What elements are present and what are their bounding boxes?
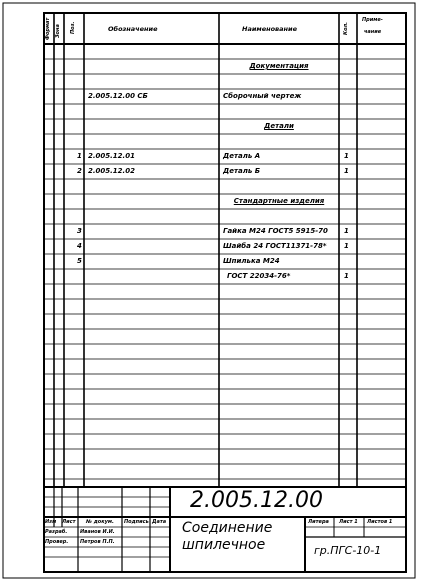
checked-label: Провер. xyxy=(45,539,69,545)
row-designation: 2.005.12.00 СБ xyxy=(88,92,148,100)
col-change: Изм xyxy=(45,519,57,525)
row-name: Шайба 24 ГОСТ11371-78* xyxy=(223,242,327,250)
row-name: Сборочный чертеж xyxy=(223,92,302,100)
title-line-2: шпилечное xyxy=(182,537,266,553)
document-number: 2.005.12.00 xyxy=(190,488,323,513)
sheet-label: Лист 1 xyxy=(339,519,358,525)
col-signature: Подпись xyxy=(124,519,149,525)
col-doc-number: № докум. xyxy=(86,519,114,525)
row-quantity: 1 xyxy=(344,242,349,250)
header-position: Поз. xyxy=(70,21,76,34)
row-name: ГОСТ 22034-76* xyxy=(227,272,291,280)
col-date: Дата xyxy=(152,519,167,525)
stage-label: Литера xyxy=(308,519,329,525)
col-sheet: Лист xyxy=(62,519,76,525)
row-position: 2 xyxy=(77,167,82,175)
row-designation: 2.005.12.02 xyxy=(88,167,135,175)
row-name: Деталь Б xyxy=(223,167,261,175)
section-heading: Документация xyxy=(249,62,309,70)
group-code: гр.ПГС-10-1 xyxy=(314,544,382,557)
row-quantity: 1 xyxy=(344,152,349,160)
title-line-1: Соединение xyxy=(182,520,273,536)
row-position: 5 xyxy=(77,257,82,265)
header-note-line2: чание xyxy=(364,29,382,35)
header-designation: Обозначение xyxy=(108,25,158,33)
row-quantity: 1 xyxy=(344,167,349,175)
section-heading: Детали xyxy=(264,122,294,130)
section-heading: Стандартные изделия xyxy=(233,197,325,205)
row-designation: 2.005.12.01 xyxy=(88,152,135,160)
developed-label: Разраб. xyxy=(45,529,68,535)
row-name: Шпилька М24 xyxy=(223,257,280,265)
row-position: 1 xyxy=(77,152,82,160)
header-zone: Зона xyxy=(55,24,61,38)
header-quantity: Кол. xyxy=(343,21,349,35)
row-quantity: 1 xyxy=(344,272,349,280)
row-quantity: 1 xyxy=(344,227,349,235)
header-format: Формат xyxy=(45,17,51,40)
row-name: Гайка М24 ГОСТ5 5915-70 xyxy=(223,227,328,235)
checked-name: Петров П.П. xyxy=(80,539,115,545)
row-position: 3 xyxy=(77,227,82,235)
row-position: 4 xyxy=(77,242,82,250)
header-note-line1: Приме- xyxy=(362,17,383,23)
spec-table-grid xyxy=(44,13,406,487)
developed-name: Иванов И.И. xyxy=(80,529,115,535)
row-name: Деталь А xyxy=(223,152,261,160)
header-name: Наименование xyxy=(242,25,298,33)
sheets-count-label: Листов 1 xyxy=(367,519,393,525)
